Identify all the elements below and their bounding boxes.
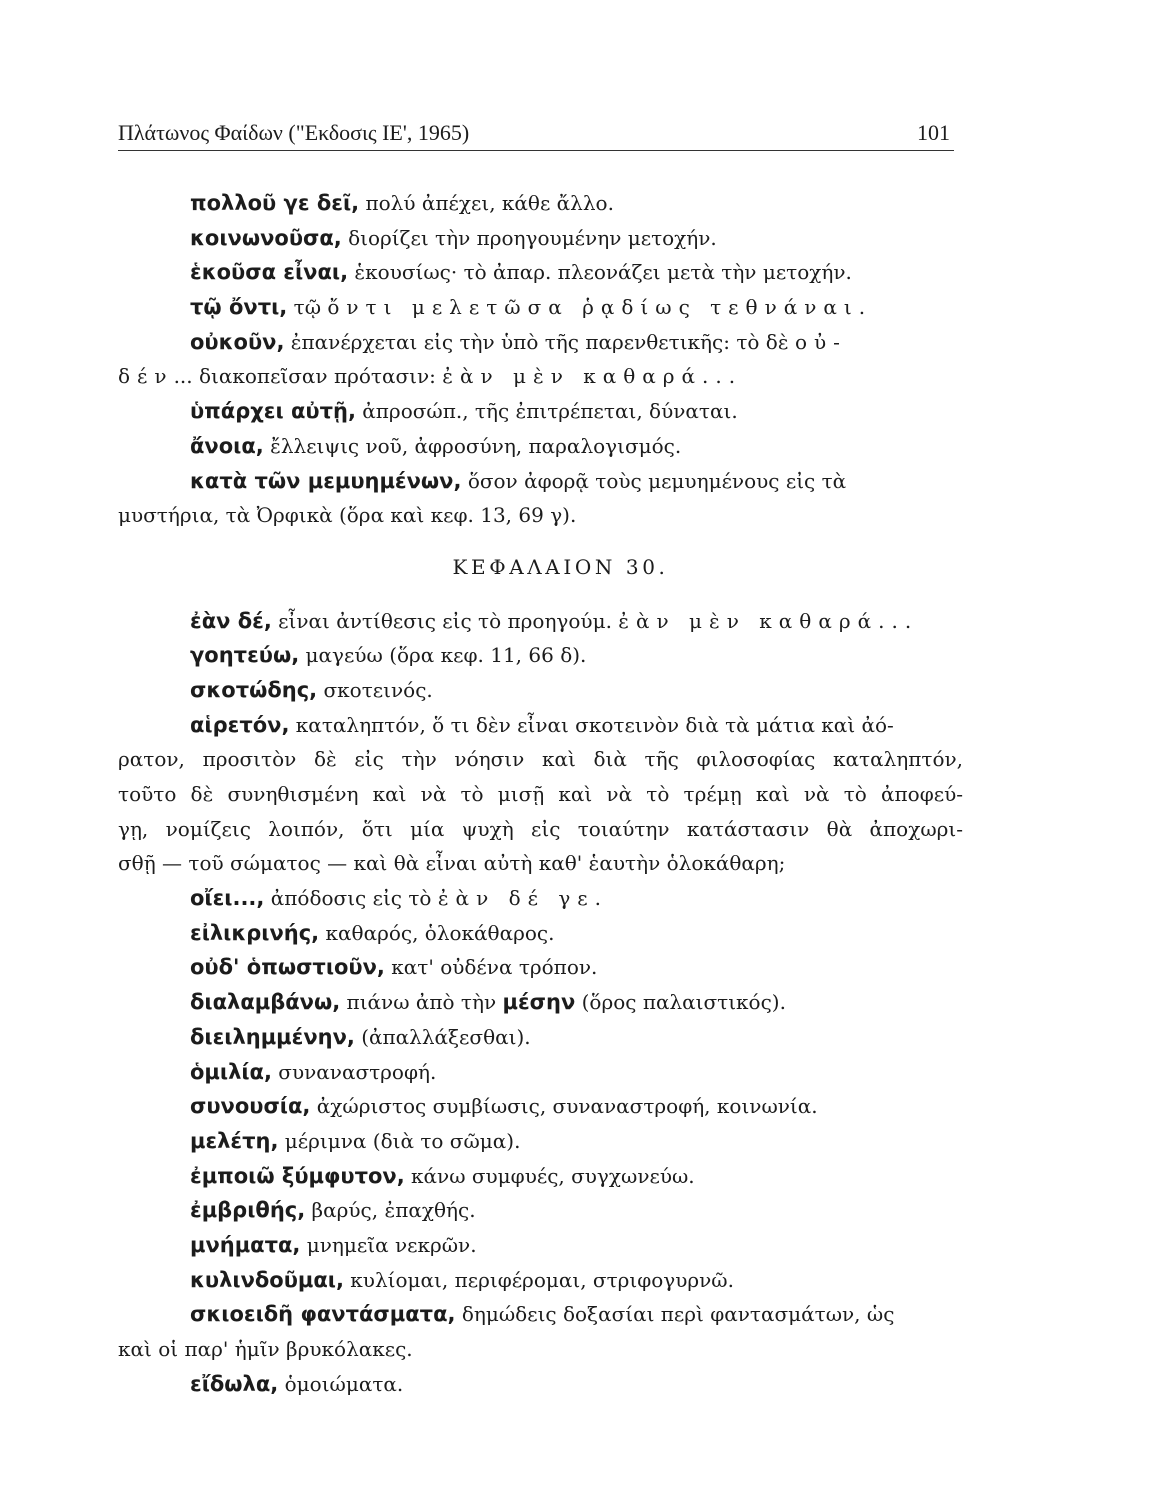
spaced-quote: δέν [118, 364, 174, 389]
page-number: 101 [917, 120, 950, 145]
gloss-text: σθῇ — τοῦ σώματος — καὶ θὰ εἶναι αὐτὴ καθ' ἑαυτὴν ὁλοκάθαρη; [118, 851, 786, 876]
gloss-line [118, 604, 963, 639]
gloss-text: ἔλλειψις νοῦ, ἀφροσύνη, παραλογισμός. [263, 433, 682, 458]
gloss-text: διορίζει τὴν προηγουμένην μετοχήν. [341, 225, 717, 250]
gloss-term: ἐμποιῶ ξύμφυτον, [190, 1163, 405, 1188]
gloss-term: διειλημμένην, [190, 1024, 355, 1049]
gloss-term: ὑπάρχει αὐτῇ, [190, 399, 356, 424]
gloss-line [118, 708, 963, 743]
spaced-quote: οὐ- [794, 329, 847, 354]
gloss-line [118, 1367, 963, 1402]
gloss-line [118, 1193, 963, 1228]
gloss-term: ἑκοῦσα εἶναι, [190, 260, 349, 285]
gloss-text: γῃ, νομίζεις λοιπόν, ὅτι μία ψυχὴ εἰς τοιαύτην κατάστασιν θὰ ἀποχωρι- [118, 816, 963, 841]
spaced-quote: ἐὰν δέ γε. [437, 886, 609, 911]
gloss-text: δημώδεις δοξασίαι περὶ φαντασμάτων, ὡς [455, 1302, 895, 1327]
running-header [118, 120, 954, 151]
gloss-line [118, 638, 963, 673]
gloss-line [118, 359, 963, 394]
gloss-text: καὶ οἱ παρ' ἡμῖν βρυκόλακες. [118, 1337, 413, 1361]
gloss-line [118, 1228, 963, 1263]
gloss-text: καταληπτόν, ὅ τι δὲν εἶναι σκοτεινὸν διὰ τὰ μάτια καὶ ἀό- [289, 712, 894, 737]
gloss-term: ἄνοια, [190, 433, 264, 458]
gloss-text: συναναστροφή. [271, 1059, 437, 1084]
gloss-text: τῷ [287, 295, 328, 320]
gloss-text: πολύ ἀπέχει, κάθε ἄλλο. [359, 191, 614, 215]
gloss-line [118, 985, 963, 1020]
gloss-line [118, 498, 963, 533]
gloss-line [118, 673, 963, 708]
gloss-text: βαρύς, ἐπαχθής. [305, 1198, 476, 1223]
gloss-line [118, 429, 963, 464]
gloss-text: (ὅρος παλαιστικός). [575, 990, 786, 1015]
gloss-line [118, 1263, 963, 1298]
gloss-line [118, 1055, 963, 1090]
gloss-text: ὁμοιώματα. [278, 1371, 404, 1396]
gloss-text: μέριμνα (διὰ το σῶμα). [278, 1128, 521, 1153]
gloss-line [118, 777, 963, 812]
gloss-line [118, 325, 963, 360]
header-title: Πλάτωνος Φαίδων ("Εκδοσις ΙΕ', 1965) [118, 120, 470, 145]
gloss-text: ρατον, προσιτὸν δὲ εἰς τὴν νόησιν καὶ διὰ τῆς φιλοσοφίας καταληπτόν, [118, 747, 963, 772]
gloss-text: τοῦτο δὲ συνηθισμένη καὶ νὰ τὸ μισῇ καὶ νὰ τὸ τρέμῃ καὶ νὰ τὸ ἀποφεύ- [118, 782, 963, 806]
chapter-heading: ΚΕΦΑΛΑΙΟΝ 30. [452, 554, 669, 579]
gloss-text: ἑκουσίως· τὸ ἀπαρ. πλεονάζει μετὰ τὴν μετοχήν. [348, 260, 852, 285]
gloss-line [118, 950, 963, 985]
gloss-term: ὁμιλία, [190, 1059, 272, 1084]
gloss-term: τῷ ὄντι, [190, 295, 288, 320]
gloss-text: ἀπόδοσις εἰς τὸ [264, 886, 438, 911]
gloss-line [118, 1297, 963, 1332]
gloss-line [118, 1020, 963, 1055]
gloss-text: μαγεύω (ὅρα κεφ. 11, 66 δ). [299, 643, 587, 668]
gloss-text: ... διακοπεῖσαν πρότασιν: [173, 364, 443, 389]
gloss-line [118, 881, 963, 916]
spaced-quote: ἐὰν μὲν καθαρά... [442, 364, 743, 389]
gloss-term: κοινωνοῦσα, [190, 225, 342, 250]
gloss-term: ἐμβριθής, [190, 1198, 306, 1223]
gloss-line [118, 255, 963, 290]
gloss-line [118, 846, 963, 881]
gloss-line [118, 1124, 963, 1159]
spaced-quote: ἐὰν μὲν καθαρά... [618, 608, 919, 633]
gloss-term: κατὰ τῶν μεμυημένων, [190, 468, 462, 493]
gloss-term: διαλαμβάνω, [190, 990, 341, 1015]
gloss-line [118, 394, 963, 429]
gloss-line [118, 812, 963, 847]
gloss-text: μυστήρια, τὰ Ὀρφικὰ (ὅρα καὶ κεφ. 13, 69 γ). [118, 503, 577, 528]
gloss-text: μνημεῖα νεκρῶν. [300, 1232, 477, 1257]
gloss-line [118, 221, 963, 256]
gloss-term: οὐκοῦν, [190, 329, 285, 354]
gloss-term: σκοτώδης, [190, 677, 318, 702]
gloss-term: μνήματα, [190, 1232, 301, 1257]
gloss-line [118, 916, 963, 951]
page-body [118, 186, 963, 1401]
gloss-line [118, 464, 963, 499]
gloss-term: γοητεύω, [190, 643, 300, 668]
gloss-text: κάνω συμφυές, συγχωνεύω. [404, 1163, 695, 1188]
gloss-term: κυλινδοῦμαι, [190, 1267, 344, 1292]
gloss-text: ἐπανέρχεται εἰς τὴν ὑπὸ τῆς παρενθετικῆς: τὸ δὲ [284, 329, 795, 354]
gloss-term: εἴδωλα, [190, 1371, 279, 1396]
gloss-text: πιάνω ἀπὸ τὴν [340, 990, 503, 1015]
gloss-text: κυλίομαι, περιφέρομαι, στριφογυρνῶ. [343, 1267, 734, 1292]
gloss-text: ἀπροσώπ., τῆς ἐπιτρέπεται, δύναται. [355, 399, 738, 424]
gloss-term: πολλοῦ γε δεῖ, [190, 191, 360, 215]
gloss-text: σκοτεινός. [317, 677, 433, 702]
bold-word: μέσην [502, 990, 576, 1015]
gloss-term: μελέτη, [190, 1128, 279, 1153]
gloss-term: συνουσία, [190, 1094, 311, 1119]
gloss-text: ἀχώριστος συμβίωσις, συναναστροφή, κοινωνία. [310, 1094, 818, 1119]
gloss-line [118, 290, 963, 325]
gloss-text: καθαρός, ὁλοκάθαρος. [319, 920, 555, 945]
gloss-term: αἱρετόν, [190, 712, 290, 737]
gloss-text: (ἀπαλλάξεσθαι). [354, 1024, 531, 1049]
gloss-term: οὐδ' ὁπωστιοῦν, [190, 955, 385, 980]
gloss-line [118, 1089, 963, 1124]
gloss-line [118, 742, 963, 777]
gloss-line [118, 1159, 963, 1194]
gloss-term: οἴει..., [190, 886, 265, 911]
gloss-line [118, 1332, 963, 1367]
gloss-term: ἐὰν δέ, [190, 608, 272, 633]
gloss-text: εἶναι ἀντίθεσις εἰς τὸ προηγούμ. [271, 608, 619, 633]
gloss-term: σκιοειδῆ φαντάσματα, [190, 1302, 456, 1327]
gloss-term: εἰλικρινής, [190, 920, 320, 945]
gloss-text: κατ' οὐδένα τρόπον. [384, 955, 598, 980]
spaced-quote: ὄντι μελετῶσα ῥᾳδίως τεθνάναι. [327, 295, 873, 320]
gloss-line [118, 186, 963, 221]
gloss-text: ὅσον ἀφορᾷ τοὺς μεμυημένους εἰς τὰ [461, 468, 847, 493]
